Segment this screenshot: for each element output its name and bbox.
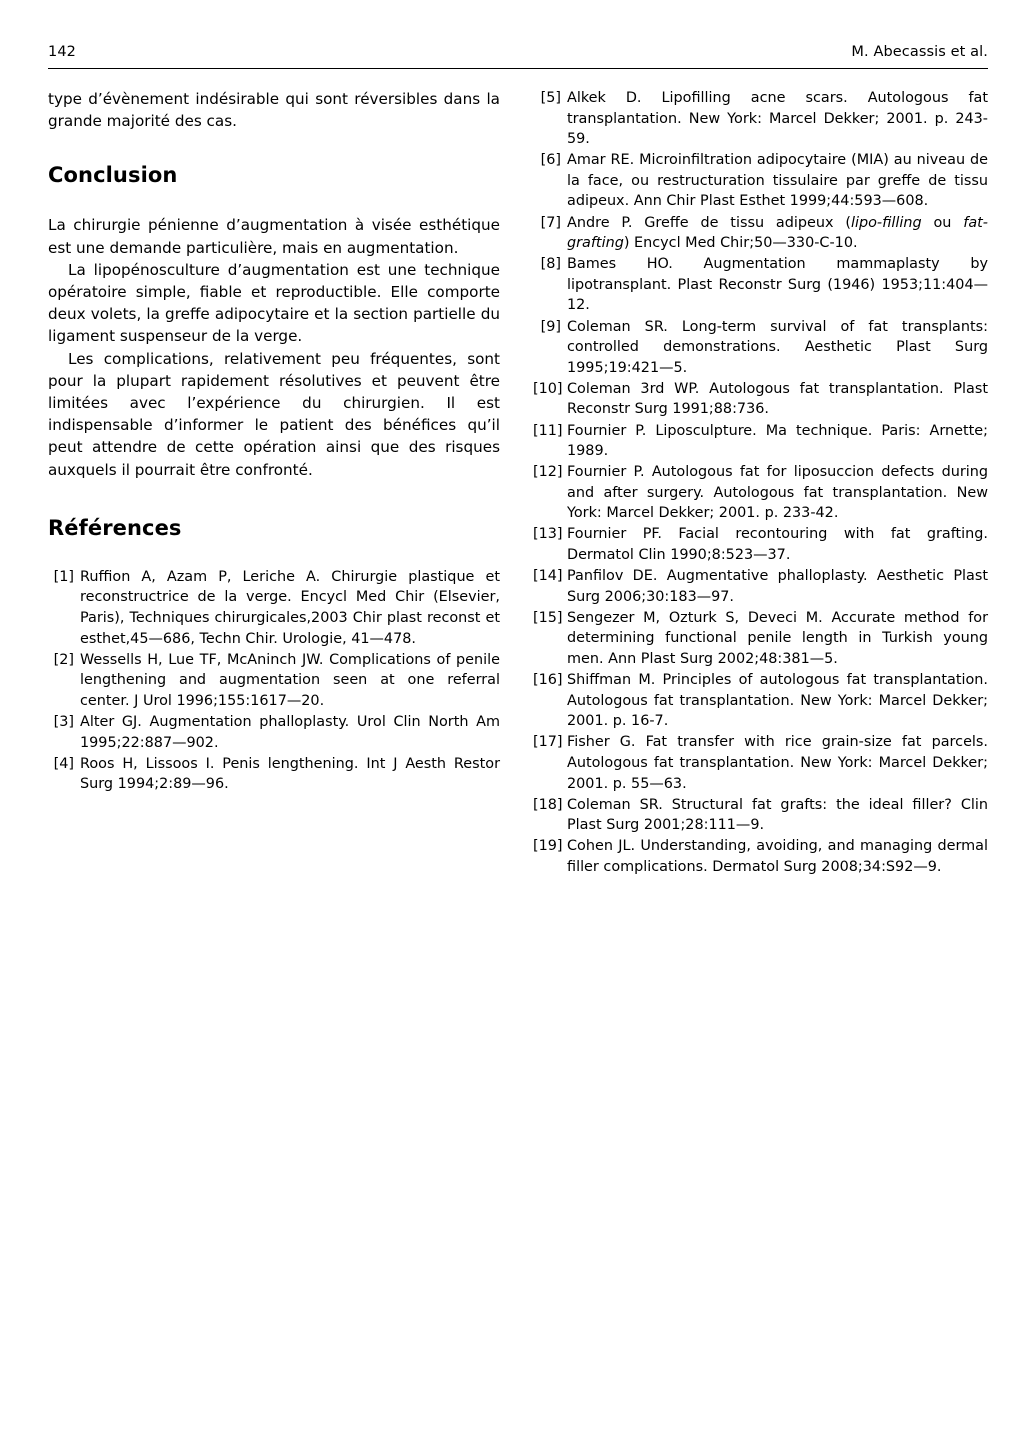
- reference-text: Amar RE. Microinfiltration adipocytaire (MIA) au niveau de la face, ou restructuration tissulaire par greffe de tissu adipeux. Ann Chir Plast Esthet 1999;44:593—608.: [567, 152, 988, 210]
- reference-text: Shiffman M. Principles of autologous fat transplantation. Autologous fat transplantation. New York: Marcel Dekker; 2001. p. 16-7.: [567, 672, 988, 730]
- reference-text: Alter GJ. Augmentation phalloplasty. Urol Clin North Am 1995;22:887—902.: [80, 714, 500, 751]
- page-number: 142: [48, 44, 76, 60]
- reference-marker: [18]: [533, 796, 563, 813]
- reference-text: Fournier PF. Facial recontouring with fat grafting. Dermatol Clin 1990;8:523—37.: [567, 526, 988, 564]
- reference-marker: [16]: [533, 672, 563, 689]
- reference-marker: [2]: [53, 651, 74, 668]
- reference-item: [48, 712, 500, 753]
- reference-list-left: [48, 567, 500, 795]
- spacer: [48, 481, 500, 515]
- reference-item: [533, 670, 988, 732]
- reference-item: [533, 379, 988, 420]
- reference-text: Alkek D. Lipofilling acne scars. Autologous fat transplantation. New York: Marcel Dekker; 2001. p. 243-59.: [567, 90, 988, 148]
- references-heading: Références: [48, 515, 182, 540]
- reference-item: [536, 88, 988, 150]
- reference-marker: [15]: [533, 609, 563, 626]
- reference-marker: [13]: [533, 526, 563, 543]
- running-head-authors: M. Abecassis et al.: [851, 44, 988, 60]
- reference-item: [48, 754, 500, 795]
- reference-text: Andre P. Greffe de tissu adipeux (lipo-filling ou fat-grafting) Encycl Med Chir;50—330-C-10.: [567, 214, 988, 252]
- reference-item: [533, 795, 988, 836]
- reference-marker: [3]: [53, 714, 74, 730]
- running-head: [48, 44, 988, 60]
- right-column: [533, 88, 988, 878]
- reference-item: [536, 150, 988, 212]
- reference-item: [533, 462, 988, 524]
- reference-text: Wessells H, Lue TF, McAninch JW. Complications of penile lengthening and augmentation seen at one referral center. J Urol 1996;155:1617—20.: [80, 651, 500, 709]
- reference-text: Roos H, Lissoos I. Penis lengthening. Int J Aesth Restor Surg 1994;2:89—96.: [80, 755, 500, 793]
- reference-marker: [17]: [533, 734, 563, 751]
- reference-text: Fisher G. Fat transfer with rice grain-size fat parcels. Autologous fat transplantation. New York: Marcel Dekker; 2001. p. 55—63.: [567, 734, 988, 792]
- conclusion-heading: Conclusion: [48, 163, 178, 188]
- reference-marker: [14]: [533, 568, 563, 585]
- reference-marker: [7]: [540, 214, 561, 231]
- reference-item: [533, 836, 988, 877]
- reference-item: [533, 608, 988, 670]
- spacer: [48, 541, 500, 567]
- header-rule: [48, 68, 988, 69]
- continued-paragraph: type d’évènement indésirable qui sont réversibles dans la grande majorité des cas.: [48, 90, 500, 131]
- conclusion-paragraph: La chirurgie pénienne d’augmentation à visée esthétique est une demande particulière, mais en augmentation.: [48, 216, 500, 257]
- reference-item: [536, 254, 988, 316]
- reference-text: Bames HO. Augmentation mammaplasty by lipotransplant. Plast Reconstr Surg (1946) 1953;11:404—12.: [567, 256, 988, 314]
- reference-text: Coleman SR. Structural fat grafts: the ideal filler? Clin Plast Surg 2001;28:111—9.: [567, 796, 988, 834]
- reference-text: Sengezer M, Ozturk S, Deveci M. Accurate method for determining functional penile length in Turkish young men. Ann Plast Surg 2002;48:381—5.: [567, 609, 988, 668]
- reference-text: Coleman 3rd WP. Autologous fat transplantation. Plast Reconstr Surg 1991;88:736.: [567, 380, 988, 418]
- reference-text: Cohen JL. Understanding, avoiding, and managing dermal filler complications. Dermatol Surg 2008;34:S92—9.: [567, 838, 988, 875]
- spacer: [48, 188, 500, 214]
- reference-marker: [8]: [540, 256, 561, 273]
- reference-item: [48, 567, 500, 649]
- reference-item: [533, 566, 988, 607]
- reference-marker: [10]: [533, 380, 563, 397]
- left-column: [48, 88, 500, 795]
- reference-item: [48, 650, 500, 712]
- spacer: [48, 132, 500, 162]
- reference-marker: [19]: [533, 838, 563, 855]
- body-columns: [48, 88, 988, 878]
- reference-marker: [1]: [53, 568, 74, 585]
- reference-marker: [11]: [533, 422, 563, 439]
- reference-item: [536, 213, 988, 254]
- reference-text: Ruffion A, Azam P, Leriche A. Chirurgie plastique et reconstructrice de la verge. Encycl Med Chir (Elsevier, Paris), Techniques chirurgicales,2003 Chir plast reconst et esthet,45—686, Techn Chir. Urologie, 41—478.: [80, 568, 500, 647]
- reference-text: Fournier P. Liposculpture. Ma technique. Paris: Arnette; 1989.: [567, 422, 988, 460]
- reference-text: Fournier P. Autologous fat for liposuccion defects during and after surgery. Autologous fat transplantation. New York: Marcel Dekker; 2001. p. 233-42.: [567, 464, 988, 522]
- reference-item: [533, 421, 988, 462]
- conclusion-paragraph: Les complications, relativement peu fréquentes, sont pour la plupart rapidement résolutives et peuvent être limitées avec l’expérience du chirurgien. Il est indispensable d’informer le patient des bénéfices qu’il peut attendre de cette opération ainsi que des risques auxquels il pourrait être confronté.: [48, 349, 500, 479]
- reference-marker: [5]: [540, 90, 561, 106]
- reference-marker: [9]: [540, 318, 561, 335]
- reference-text: Coleman SR. Long-term survival of fat transplants: controlled demonstrations. Aesthetic Plast Surg 1995;19:421—5.: [567, 318, 988, 376]
- conclusion-paragraph: La lipopénosculture d’augmentation est une technique opératoire simple, fiable et reproductible. Elle comporte deux volets, la greffe adipocytaire et la section partielle du ligament suspenseur de la verge.: [48, 260, 500, 346]
- reference-list-right: [533, 88, 988, 878]
- reference-marker: [6]: [540, 152, 561, 169]
- reference-item: [533, 524, 988, 565]
- reference-marker: [12]: [533, 464, 563, 481]
- reference-marker: [4]: [53, 755, 74, 772]
- reference-text: Panfilov DE. Augmentative phalloplasty. Aesthetic Plast Surg 2006;30:183—97.: [567, 568, 988, 605]
- reference-item: [536, 317, 988, 379]
- reference-item: [533, 732, 988, 794]
